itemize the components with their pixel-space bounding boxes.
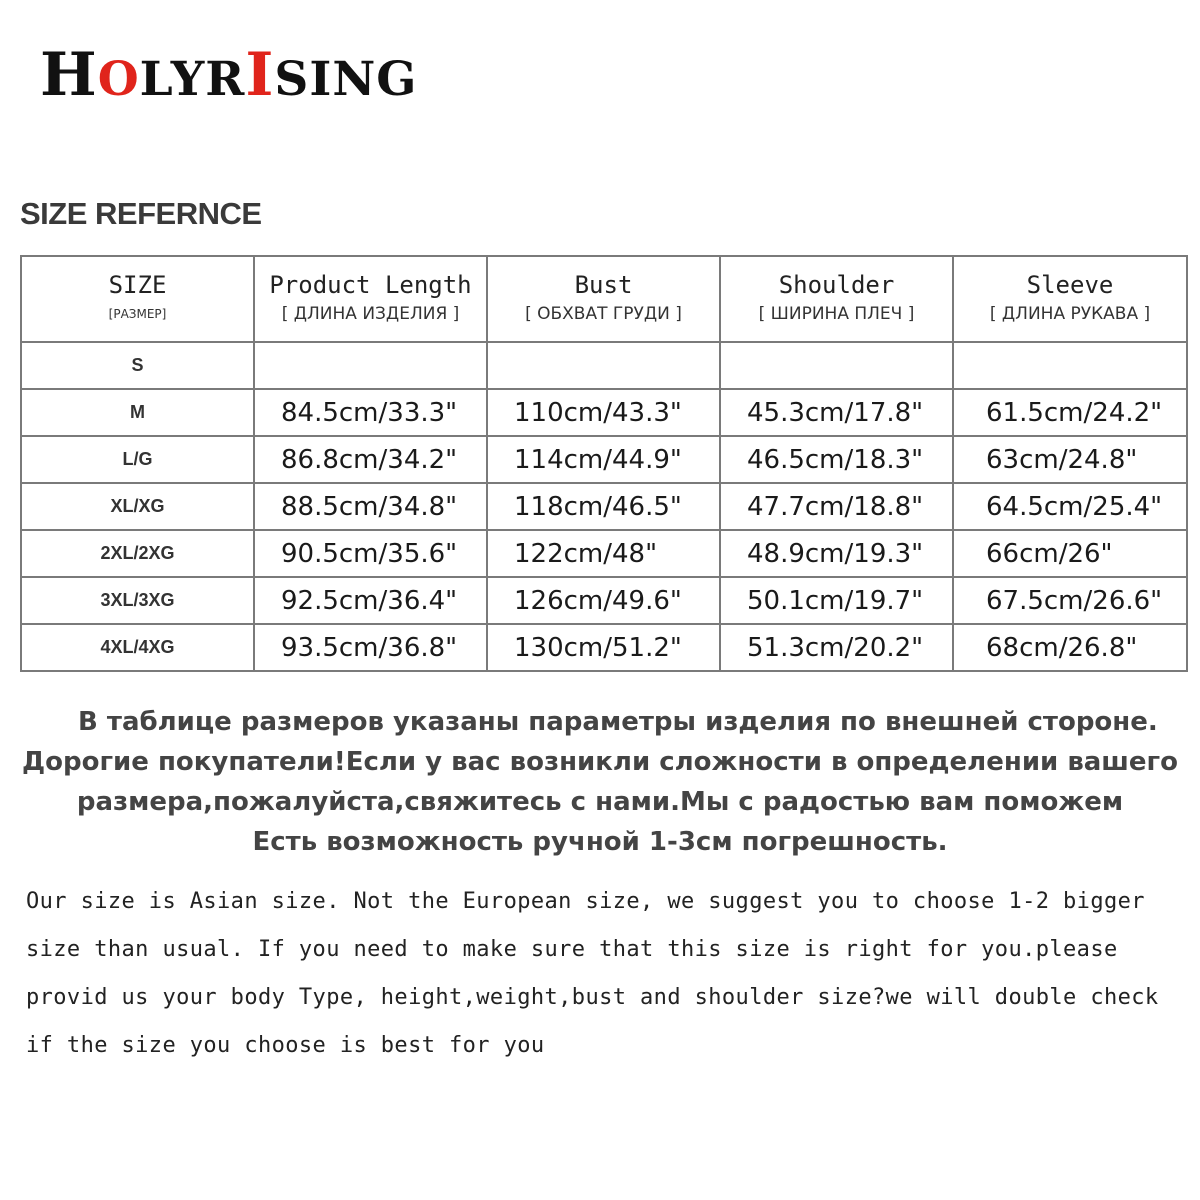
brand-logo [40, 40, 418, 110]
length-cell [254, 342, 487, 389]
size-cell: 4XL/4XG [21, 624, 254, 671]
logo-letters: I [245, 40, 275, 110]
sleeve-cell: 61.5cm/24.2" [953, 389, 1187, 436]
section-title: SIZE REFERNCE [20, 196, 262, 231]
english-note: Our size is Asian size. Not the European size, we suggest you to choose 1-2 bigger size than usual. If you need to make sure that this size is right for you.please provid us your body Type, height,weight,bust and shoulder size?we will double check if the size you choose is best for you [26, 889, 1159, 1058]
bust-cell: 118cm/46.5" [487, 483, 720, 530]
russian-note-line: Есть возможность ручной 1-3см погрешность. [252, 827, 948, 857]
table-row [21, 530, 1187, 577]
length-cell: 93.5cm/36.8" [254, 624, 487, 671]
header-length [254, 256, 487, 342]
sleeve-cell: 68cm/26.8" [953, 624, 1187, 671]
logo-letters: SING [274, 52, 418, 107]
table-row [21, 436, 1187, 483]
size-cell: XL/XG [21, 483, 254, 530]
shoulder-cell [720, 342, 953, 389]
length-cell: 92.5cm/36.4" [254, 577, 487, 624]
header-bust-ru: [ ОБХВАТ ГРУДИ ] [525, 304, 682, 324]
bust-cell [487, 342, 720, 389]
size-cell: 2XL/2XG [21, 530, 254, 577]
shoulder-cell: 51.3cm/20.2" [720, 624, 953, 671]
header-bust [487, 256, 720, 342]
russian-note-line: Дорогие покупатели!Если у вас возникли сложности в определении вашего [21, 747, 1179, 777]
bust-cell: 110cm/43.3" [487, 389, 720, 436]
header-length-en: Product Length [269, 271, 472, 299]
sleeve-cell: 64.5cm/25.4" [953, 483, 1187, 530]
bust-cell: 114cm/44.9" [487, 436, 720, 483]
table-header-row [21, 256, 1187, 342]
shoulder-cell: 46.5cm/18.3" [720, 436, 953, 483]
header-length-ru: [ ДЛИНА ИЗДЕЛИЯ ] [281, 304, 460, 324]
table-row [21, 483, 1187, 530]
header-size [21, 256, 254, 342]
russian-notes [0, 702, 1200, 862]
length-cell: 84.5cm/33.3" [254, 389, 487, 436]
logo-letters: O [97, 52, 140, 107]
length-cell: 90.5cm/35.6" [254, 530, 487, 577]
size-cell: S [21, 342, 254, 389]
table-row [21, 624, 1187, 671]
header-size-en: SIZE [108, 271, 167, 299]
sleeve-cell [953, 342, 1187, 389]
header-shoulder-en: Shoulder [778, 271, 895, 299]
bust-cell: 122cm/48" [487, 530, 720, 577]
header-sleeve-en: Sleeve [1026, 271, 1114, 299]
logo-letters: LYR [139, 52, 246, 107]
size-cell: 3XL/3XG [21, 577, 254, 624]
logo-letters: H [40, 40, 98, 110]
sleeve-cell: 66cm/26" [953, 530, 1187, 577]
table-row [21, 577, 1187, 624]
size-cell: M [21, 389, 254, 436]
sleeve-cell: 67.5cm/26.6" [953, 577, 1187, 624]
size-table [20, 255, 1188, 672]
length-cell: 88.5cm/34.8" [254, 483, 487, 530]
sleeve-cell: 63cm/24.8" [953, 436, 1187, 483]
header-shoulder-ru: [ ШИРИНА ПЛЕЧ ] [758, 304, 915, 324]
shoulder-cell: 50.1cm/19.7" [720, 577, 953, 624]
size-cell: L/G [21, 436, 254, 483]
russian-note-line: В таблице размеров указаны параметры изделия по внешней стороне. [78, 707, 1158, 737]
header-size-ru: [РАЗМЕР] [108, 307, 167, 321]
shoulder-cell: 48.9cm/19.3" [720, 530, 953, 577]
header-bust-en: Bust [574, 271, 633, 299]
shoulder-cell: 45.3cm/17.8" [720, 389, 953, 436]
length-cell: 86.8cm/34.2" [254, 436, 487, 483]
bust-cell: 126cm/49.6" [487, 577, 720, 624]
shoulder-cell: 47.7cm/18.8" [720, 483, 953, 530]
header-shoulder [720, 256, 953, 342]
table-row [21, 342, 1187, 389]
header-sleeve-ru: [ ДЛИНА РУКАВА ] [989, 304, 1151, 324]
russian-note-line: размера,пожалуйста,свяжитесь с нами.Мы с радостью вам поможем [76, 787, 1124, 817]
header-sleeve [953, 256, 1187, 342]
table-row [21, 389, 1187, 436]
bust-cell: 130cm/51.2" [487, 624, 720, 671]
